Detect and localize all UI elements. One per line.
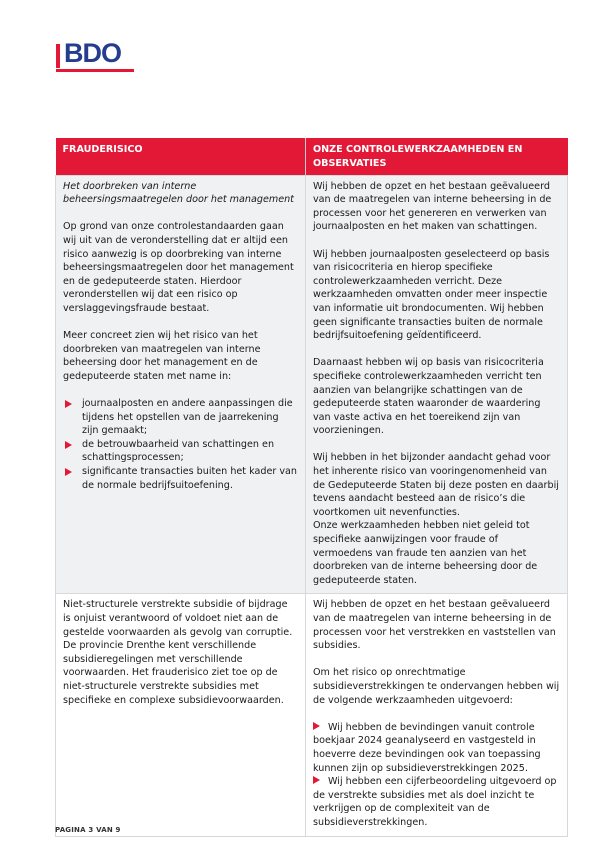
- risk-bullet-list: [63, 397, 298, 492]
- bullet-text: journaalposten en andere aanpassingen die tijdens het opstellen van de jaarrekening zijn gemaakt;: [82, 398, 293, 437]
- red-triangle-bullet-icon: [65, 441, 72, 449]
- column-header-audit-work: ONZE CONTROLEWERKZAAMHEDEN EN OBSERVATIES: [306, 138, 568, 175]
- bdo-logo: [56, 38, 134, 74]
- work-conclusion: Onze werkzaamheden hebben niet geleid tot specifieke aanwijzingen voor fraude of vermoedens van fraude ten aanzien van het doorbreken van de interne beheersing door de gedeputeerde staten.: [313, 520, 538, 586]
- risk-paragraph: Meer concreet zien wij het risico van het doorbreken van maatregelen van interne beheersing door het management en de gedeputeerde staten met name in:: [63, 330, 261, 382]
- work-cell: [306, 175, 568, 594]
- list-item: [63, 438, 298, 465]
- red-triangle-bullet-icon: [65, 400, 72, 408]
- red-triangle-bullet-icon: [65, 468, 72, 476]
- work-bullet-item: [313, 775, 560, 829]
- table-header-row: [56, 138, 568, 175]
- work-paragraph: Wij hebben de opzet en het bestaan geëvalueerd van de maatregelen van interne beheersing in de processen voor het genereren en verwerken van journaalposten en het maken van schattingen.: [313, 180, 552, 233]
- column-header-fraud-risk: FRAUDERISICO: [56, 138, 306, 175]
- work-paragraph: Daarnaast hebben wij op basis van risicocriteria specifieke controlewerkzaamheden verricht ten aanzien van belangrijke schattingen van de gedeputeerde staten waaronder de waardering van vaste activa en het toereikend zijn van voorzieningen.: [313, 357, 544, 437]
- list-item: [63, 465, 298, 492]
- risk-cell: [56, 175, 306, 594]
- work-paragraph: Wij hebben de opzet en het bestaan geëvalueerd van de maatregelen van interne beheersing in de processen voor het verstrekken en vaststellen van subsidies.: [313, 599, 556, 652]
- risk-paragraph: Niet-structurele verstrekte subsidie of bijdrage is onjuist verantwoord of voldoet niet aan de gestelde voorwaarden als gevolg van corruptie. De provincie Drenthe kent verschillende subsidieregelingen met verschillende voorwaarden. Het frauderisico ziet toe op de niet-structurele verstrekte subsidies met specifieke en complexe subsidievoorwaarden.: [63, 599, 293, 706]
- work-paragraph: Wij hebben journaalposten geselecteerd op basis van risicocriteria en hierop specifieke controlewerkzaamheden verricht. Deze werkzaamheden omvatten onder meer inspectie van informatie uit brondocumenten. Wij hebben geen significante transacties buiten de normale bedrijfsuitoefening geïdentificeerd.: [313, 248, 550, 342]
- page-number: PAGINA 3 VAN 9: [55, 826, 121, 834]
- bullet-text: Wij hebben een cijferbeoordeling uitgevoerd op de verstrekte subsidies met als doel inzicht te verkrijgen op de complexiteit van de subsidieverstrekkingen.: [313, 776, 557, 828]
- bullet-text: Wij hebben de bevindingen vanuit controle boekjaar 2024 geanalyseerd en vastgesteld in hoeverre deze bevindingen ook van toepassing kunnen zijn op subsidieverstrekkingen 2025.: [313, 721, 541, 774]
- work-bullet-item: [313, 721, 560, 775]
- risk-title: Het doorbreken van interne beheersingsmaatregelen door het management: [63, 180, 294, 206]
- red-triangle-bullet-icon: [313, 722, 320, 730]
- risk-cell: [56, 594, 306, 836]
- table-row: [56, 175, 568, 594]
- logo-red-bar: [56, 44, 60, 68]
- work-cell: [306, 594, 568, 836]
- bullet-text: significante transacties buiten het kader van de normale bedrijfsuitoefening.: [82, 466, 297, 491]
- logo-text: BDO: [64, 38, 121, 68]
- work-paragraph: Om het risico op onrechtmatige subsidieverstrekkingen te ondervangen hebben wij de volgende werkzaamheden uitgevoerd:: [313, 667, 560, 706]
- fraud-risk-table: [55, 138, 568, 837]
- list-item: [63, 397, 298, 438]
- red-triangle-bullet-icon: [313, 776, 320, 784]
- table-row: [56, 594, 568, 836]
- work-paragraph: Wij hebben in het bijzonder aandacht gehad voor het inherente risico van vooringenomenheid van de Gedeputeerde Staten bij deze posten en daarbij tevens aandacht besteed aan de risico’s die voortkomen uit nevenfuncties.: [313, 452, 559, 518]
- risk-paragraph: Op grond van onze controlestandaarden gaan wij uit van de veronderstelling dat er altijd een risico aanwezig is op doorbreking van interne beheersingsmaatregelen door het management en de gedeputeerde staten. Hierdoor veronderstellen wij dat een risico op verslaggevingsfraude bestaat.: [63, 221, 294, 314]
- bullet-text: de betrouwbaarheid van schattingen en schattingsprocessen;: [82, 438, 275, 464]
- logo-red-underline: [56, 69, 134, 72]
